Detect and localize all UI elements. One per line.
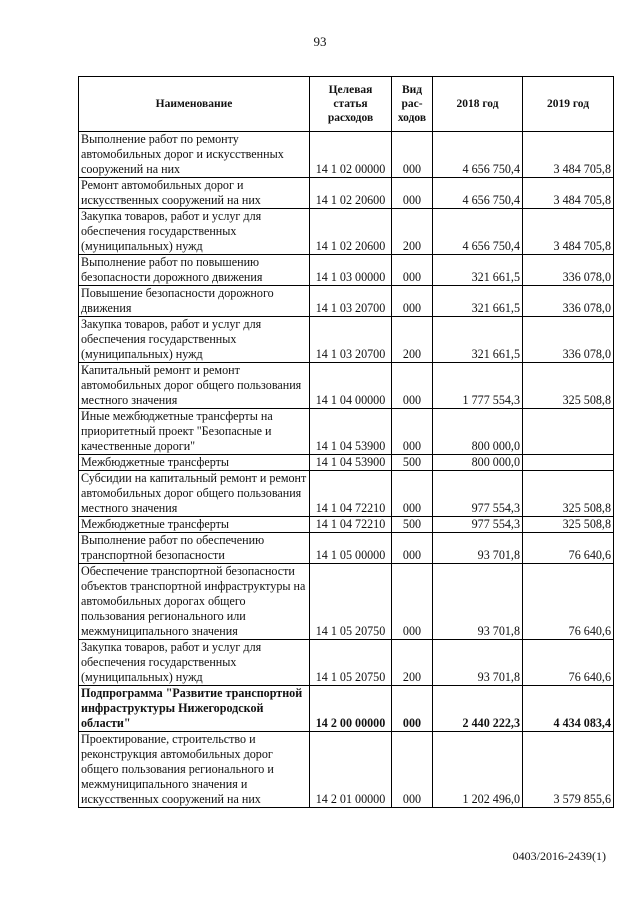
row-name: Обеспечение транспортной безопасности объектов транспортной инфраструктуры на автомобильных дорогах общего пользования регионального или межмуниципального значения [79,564,310,640]
row-target-article: 14 2 00 00000 [310,686,392,732]
row-name: Закупка товаров, работ и услуг для обеспечения государственных (муниципальных) нужд [79,209,310,255]
row-value-2018: 2 440 222,3 [433,686,523,732]
budget-table [78,76,614,808]
row-value-2019: 3 484 705,8 [523,132,614,178]
row-name: Выполнение работ по ремонту автомобильных дорог и искусственных сооружений на них [79,132,310,178]
row-name: Иные межбюджетные трансферты на приоритетный проект "Безопасные и качественные дороги" [79,409,310,455]
table-header-row [79,77,614,132]
row-value-2018: 93 701,8 [433,533,523,564]
table-row [79,363,614,409]
row-name: Закупка товаров, работ и услуг для обеспечения государственных (муниципальных) нужд [79,640,310,686]
row-value-2018: 977 554,3 [433,517,523,533]
table-row [79,640,614,686]
row-target-article: 14 1 04 72210 [310,471,392,517]
row-expense-type: 000 [392,686,433,732]
row-expense-type: 000 [392,471,433,517]
table-row [79,732,614,808]
row-value-2019: 3 579 855,6 [523,732,614,808]
table-row [79,533,614,564]
row-name: Проектирование, строительство и реконструкция автомобильных дорог общего пользования регионального и межмуниципального значения и искусственных сооружений на них [79,732,310,808]
table-row [79,409,614,455]
table-row [79,471,614,517]
row-value-2019: 336 078,0 [523,317,614,363]
table-row [79,209,614,255]
row-expense-type: 200 [392,317,433,363]
row-target-article: 14 1 03 20700 [310,317,392,363]
row-value-2019: 3 484 705,8 [523,209,614,255]
table-row [79,517,614,533]
row-target-article: 14 1 04 53900 [310,409,392,455]
row-name: Межбюджетные трансферты [79,517,310,533]
row-value-2019: 76 640,6 [523,640,614,686]
row-name: Межбюджетные трансферты [79,455,310,471]
row-name: Капитальный ремонт и ремонт автомобильных дорог общего пользования местного значения [79,363,310,409]
row-expense-type: 000 [392,132,433,178]
row-value-2018: 800 000,0 [433,409,523,455]
row-value-2018: 4 656 750,4 [433,132,523,178]
header-expense-type: Вид рас-ходов [392,77,433,132]
header-target-article: Целевая статья расходов [310,77,392,132]
row-name: Подпрограмма "Развитие транспортной инфраструктуры Нижегородской области" [79,686,310,732]
row-name: Выполнение работ по повышению безопасности дорожного движения [79,255,310,286]
row-value-2019: 3 484 705,8 [523,178,614,209]
row-target-article: 14 1 05 20750 [310,640,392,686]
document-id: 0403/2016-2439(1) [512,849,606,863]
row-value-2019 [523,455,614,471]
table-row [79,286,614,317]
table-row [79,317,614,363]
row-value-2019: 336 078,0 [523,286,614,317]
row-value-2018: 800 000,0 [433,455,523,471]
header-name: Наименование [79,77,310,132]
row-target-article: 14 1 04 00000 [310,363,392,409]
row-expense-type: 000 [392,564,433,640]
row-target-article: 14 1 05 00000 [310,533,392,564]
table-row [79,455,614,471]
row-value-2018: 321 661,5 [433,286,523,317]
row-target-article: 14 1 02 20600 [310,178,392,209]
row-expense-type: 000 [392,409,433,455]
header-2018: 2018 год [433,77,523,132]
header-2019: 2019 год [523,77,614,132]
row-value-2019: 76 640,6 [523,564,614,640]
row-value-2018: 321 661,5 [433,255,523,286]
row-target-article: 14 1 04 72210 [310,517,392,533]
row-expense-type: 000 [392,286,433,317]
table-row [79,686,614,732]
row-value-2019: 76 640,6 [523,533,614,564]
table-row [79,564,614,640]
row-target-article: 14 1 02 20600 [310,209,392,255]
row-expense-type: 000 [392,255,433,286]
row-value-2018: 93 701,8 [433,564,523,640]
row-value-2018: 1 777 554,3 [433,363,523,409]
row-value-2019: 325 508,8 [523,517,614,533]
row-expense-type: 500 [392,517,433,533]
row-value-2018: 4 656 750,4 [433,209,523,255]
row-name: Выполнение работ по обеспечению транспортной безопасности [79,533,310,564]
table-row [79,132,614,178]
row-expense-type: 000 [392,178,433,209]
row-target-article: 14 1 04 53900 [310,455,392,471]
table-row [79,255,614,286]
row-target-article: 14 1 03 20700 [310,286,392,317]
row-expense-type: 000 [392,732,433,808]
row-value-2018: 4 656 750,4 [433,178,523,209]
row-value-2019: 336 078,0 [523,255,614,286]
row-value-2018: 93 701,8 [433,640,523,686]
row-target-article: 14 1 02 00000 [310,132,392,178]
row-name: Субсидии на капитальный ремонт и ремонт автомобильных дорог общего пользования местного значения [79,471,310,517]
row-name: Ремонт автомобильных дорог и искусственных сооружений на них [79,178,310,209]
row-value-2019: 325 508,8 [523,363,614,409]
row-expense-type: 500 [392,455,433,471]
row-target-article: 14 1 05 20750 [310,564,392,640]
row-expense-type: 000 [392,533,433,564]
row-value-2019: 4 434 083,4 [523,686,614,732]
row-value-2019 [523,409,614,455]
row-name: Повышение безопасности дорожного движения [79,286,310,317]
row-target-article: 14 1 03 00000 [310,255,392,286]
row-name: Закупка товаров, работ и услуг для обеспечения государственных (муниципальных) нужд [79,317,310,363]
row-expense-type: 200 [392,209,433,255]
row-value-2018: 1 202 496,0 [433,732,523,808]
row-expense-type: 000 [392,363,433,409]
page-number: 93 [313,34,327,49]
row-expense-type: 200 [392,640,433,686]
row-value-2019: 325 508,8 [523,471,614,517]
table-row [79,178,614,209]
row-target-article: 14 2 01 00000 [310,732,392,808]
row-value-2018: 321 661,5 [433,317,523,363]
row-value-2018: 977 554,3 [433,471,523,517]
